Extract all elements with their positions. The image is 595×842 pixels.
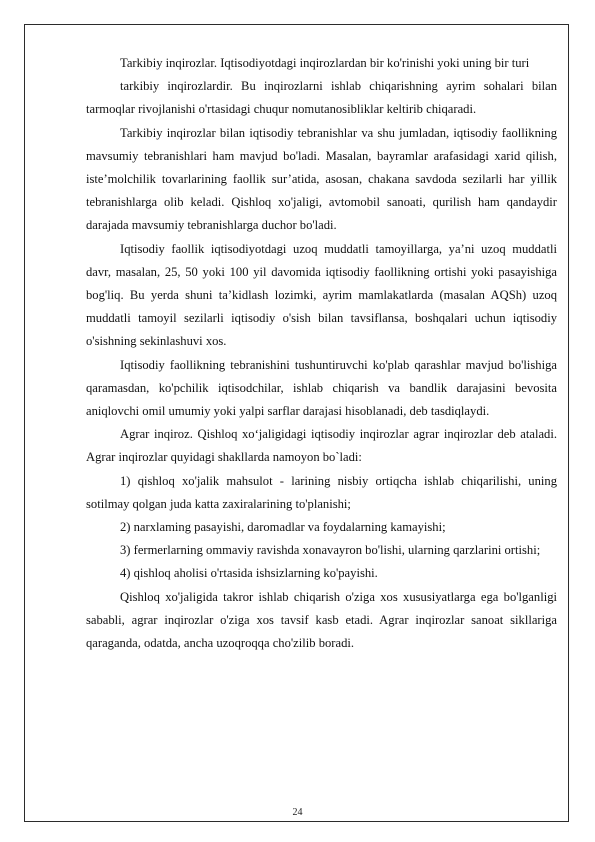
list-item-4: 4) qishloq aholisi o'rtasida ishsizlarning ko'payishi. bbox=[120, 566, 378, 581]
page-number: 24 bbox=[292, 807, 303, 818]
paragraph-aggregate-spending: Iqtisodiy faollikning tebranishini tushuntiruvchi ko'plab qarashlar mavjud bo'lishiga qaramasdan, ko'pchilik iqtisodchilar, ishlab chiqarish va bandlik darajasini bevosita aniqlovchi omil umumiy yoki yalpi sarflar darajasi hisoblanadi, deb tasdiqlaydi. bbox=[86, 357, 557, 419]
paragraph-long-term-trends: Iqtisodiy faollik iqtisodiyotdagi uzoq muddatli tamoyillarga, ya’ni uzoq muddatli davr, masalan, 25, 50 yoki 100 yil davomida iqtisodiy faollikning ortishi yoki pasayishiga bog'liq. Bu yerda shuni ta’kidlash lozimki, ayrim mamlakatlarda (masalan AQSh) uzoq muddatli tamoyil sezilarli iqtisodiy o'sish bilan tavsiflansa, boshqalari uchun iqtisodiy o'sishning sekinlashuvi xos. bbox=[86, 241, 557, 349]
paragraph-structural-crises-definition: tarkibiy inqirozlardir. Bu inqirozlarni ishlab chiqarishning ayrim sohalari bilan tarmoqlar rivojlanishi o'rtasidagi chuqur nomutanosibliklar keltirib chiqaradi. bbox=[86, 79, 557, 117]
list-item-3: 3) fermerlarning ommaviy ravishda xonavayron bo'lishi, ularning qarzlarini ortishi; bbox=[120, 543, 541, 558]
list-item-1: 1) qishloq xo'jalik mahsulot - larining nisbiy ortiqcha ishlab chiqarilishi, uning sotilmay qolgan juda katta zaxiralarining to'planishi; bbox=[86, 473, 557, 511]
list-item-2: 2) narxlaming pasayishi, daromadlar va foydalarning kamayishi; bbox=[120, 520, 446, 535]
paragraph-seasonal-fluctuations: Tarkibiy inqirozlar bilan iqtisodiy tebranishlar va shu jumladan, iqtisodiy faollikning mavsumiy tebranishlari ham mavjud bo'ladi. Masalan, bayramlar arafasidagi xarid qilish, iste’molchilik tovarlarining faollik sur’atida, asosan, chakana savdoda sezilarli har yillik tebranishlarga olib keladi. Qishloq xo'jaligi, avtomobil sanoati, qurilish ham qandaydir darajada mavsumiy tebranishlarga duchor bo'ladi. bbox=[86, 125, 557, 233]
paragraph-agrarian-conclusion: Qishloq xo'jaligida takror ishlab chiqarish o'ziga xos xususiyatlarga ega bo'lganligi sababli, agrar inqirozlar o'ziga xos tavsif kasb etadi. Agrar inqirozlar sanoat sikllariga qaraganda, odatda, ancha uzoqroqqa cho'zilib boradi. bbox=[86, 589, 557, 651]
document-body bbox=[86, 52, 557, 655]
paragraph-structural-crises-intro: Tarkibiy inqirozlar. Iqtisodiyotdagi inqirozlardan bir ko'rinishi yoki uning bir turi bbox=[120, 56, 530, 70]
paragraph-agrarian-crisis: Agrar inqiroz. Qishloq xo‘jaligidagi iqtisodiy inqirozlar agrar inqirozlar deb ataladi. Agrar inqirozlar quyidagi shakllarda namoyon bo`ladi: bbox=[86, 427, 557, 465]
